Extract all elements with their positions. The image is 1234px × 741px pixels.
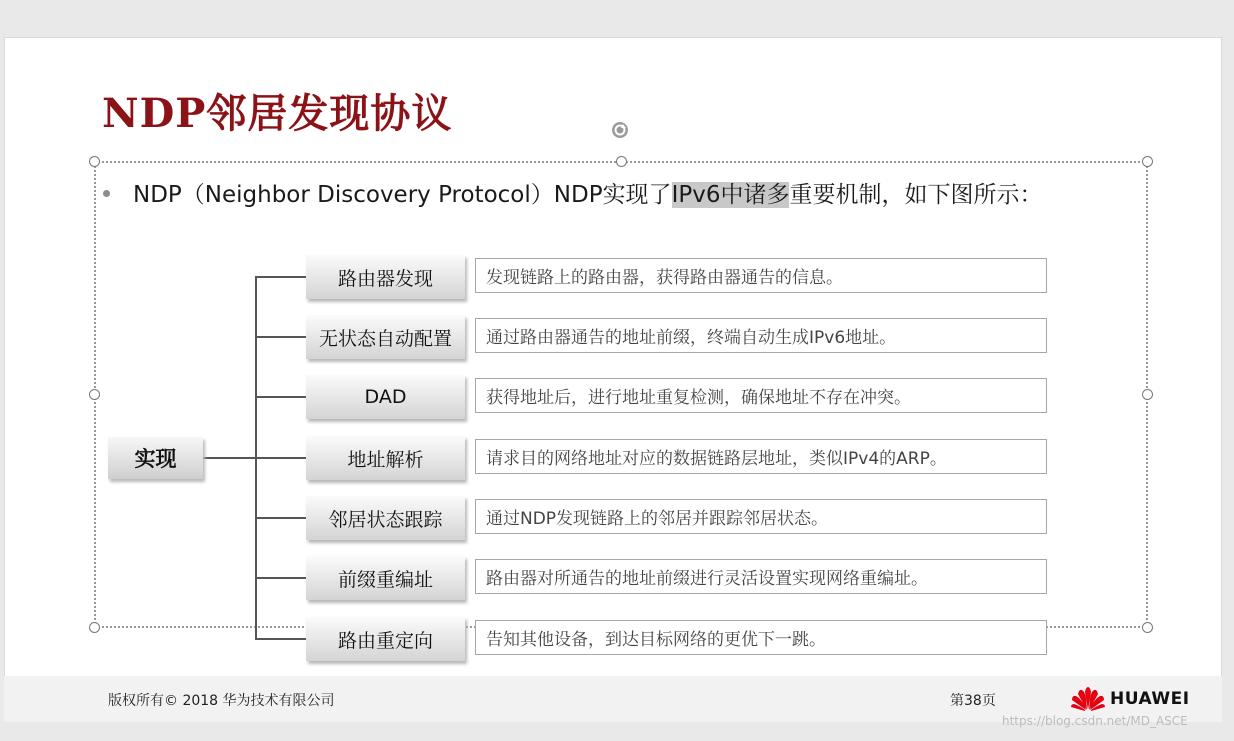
mechanism-description[interactable]: 通过NDP发现链路上的邻居并跟踪邻居状态。 xyxy=(475,499,1047,534)
mechanism-node[interactable]: 邻居状态跟踪 xyxy=(306,496,465,540)
branch-line xyxy=(255,517,306,519)
branch-line xyxy=(255,396,306,398)
root-node[interactable]: 实现 xyxy=(108,437,203,479)
mechanism-description[interactable]: 告知其他设备，到达目标网络的更优下一跳。 xyxy=(475,620,1047,655)
mechanism-description[interactable]: 路由器对所通告的地址前缀进行灵活设置实现网络重编址。 xyxy=(475,559,1047,594)
bullet-text-highlight: IPv6中诸多 xyxy=(671,182,790,208)
resize-handle-top-right[interactable] xyxy=(1142,156,1153,167)
mechanism-node[interactable]: 无状态自动配置 xyxy=(306,315,465,359)
resize-handle-bottom-right[interactable] xyxy=(1142,622,1153,633)
mechanism-node[interactable]: 前缀重编址 xyxy=(306,556,465,600)
mechanism-description[interactable]: 请求目的网络地址对应的数据链路层地址，类似IPv4的ARP。 xyxy=(475,439,1047,474)
rotate-handle-icon[interactable] xyxy=(611,121,629,139)
resize-handle-top[interactable] xyxy=(616,156,627,167)
branch-line xyxy=(255,457,306,459)
mechanism-node[interactable]: 地址解析 xyxy=(306,436,465,480)
bullet-dot xyxy=(103,190,110,197)
mechanism-description[interactable]: 通过路由器通告的地址前缀，终端自动生成IPv6地址。 xyxy=(475,318,1047,353)
resize-handle-left[interactable] xyxy=(89,389,100,400)
mechanism-node[interactable]: DAD xyxy=(306,375,465,419)
slide-title[interactable]: NDP邻居发现协议 xyxy=(102,90,453,137)
branch-line xyxy=(255,638,306,640)
mechanism-description[interactable]: 获得地址后，进行地址重复检测，确保地址不存在冲突。 xyxy=(475,378,1047,413)
mechanism-description[interactable]: 发现链路上的路由器，获得路由器通告的信息。 xyxy=(475,258,1047,293)
root-connector-line xyxy=(203,457,256,459)
mechanism-node[interactable]: 路由重定向 xyxy=(306,617,465,661)
huawei-logo-icon xyxy=(1070,686,1106,712)
resize-handle-bottom-left[interactable] xyxy=(89,622,100,633)
branch-line xyxy=(255,336,306,338)
bullet-text-part2: 重要机制，如下图所示： xyxy=(789,182,1043,208)
resize-handle-top-left[interactable] xyxy=(89,156,100,167)
huawei-brand-text: HUAWEI xyxy=(1110,689,1190,709)
bullet-text-part1: NDP（Neighbor Discovery Protocol）NDP实现了 xyxy=(133,182,672,208)
branch-line xyxy=(255,276,306,278)
resize-handle-right[interactable] xyxy=(1142,389,1153,400)
page-number: 第38页 xyxy=(950,693,996,709)
footer-copyright: 版权所有© 2018 华为技术有限公司 xyxy=(108,693,335,709)
mechanism-node[interactable]: 路由器发现 xyxy=(306,255,465,299)
bullet-text[interactable] xyxy=(133,176,1042,209)
csdn-watermark: https://blog.csdn.net/MD_ASCE xyxy=(1002,714,1188,728)
branch-line xyxy=(255,577,306,579)
